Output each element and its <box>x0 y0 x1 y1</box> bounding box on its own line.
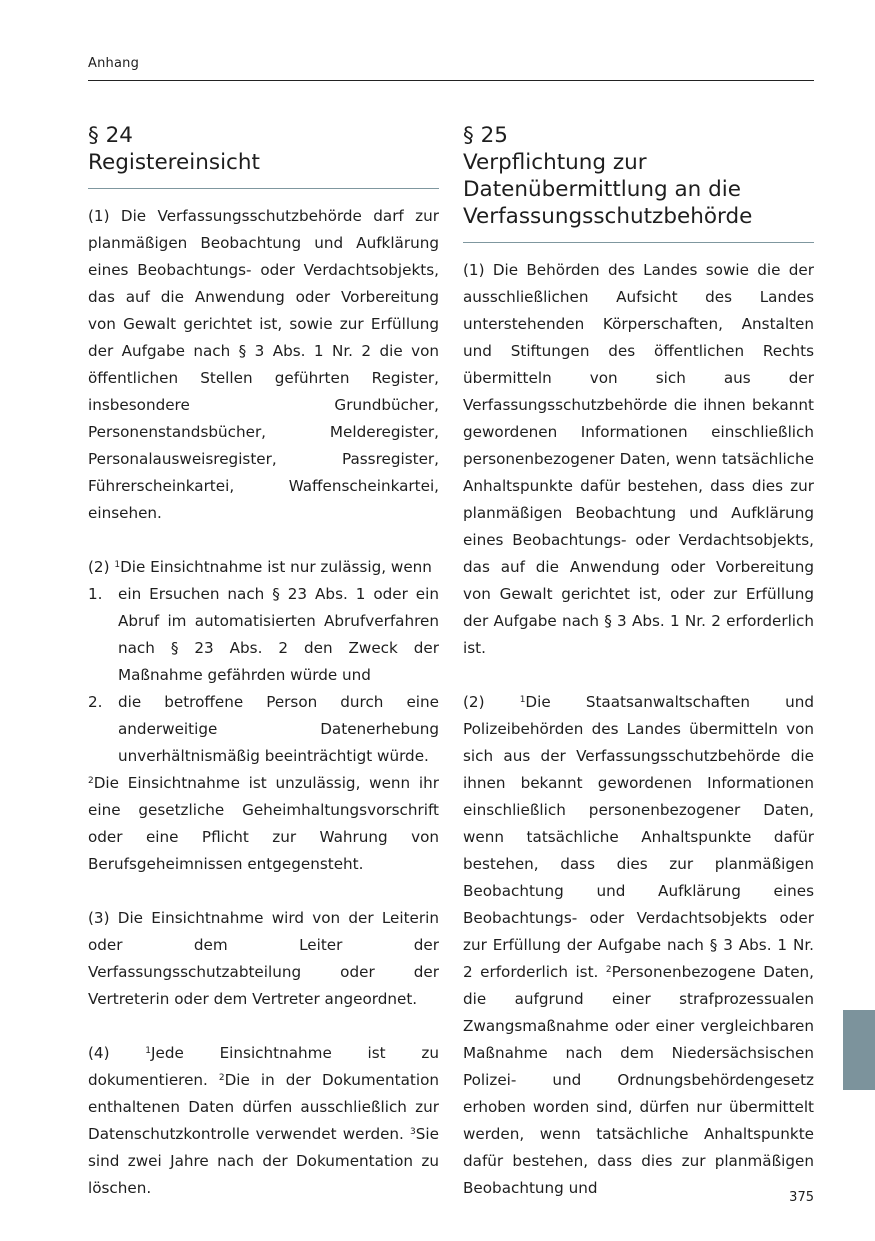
page-number: 375 <box>789 1190 814 1205</box>
s24-list-item-1-text: ein Ersuchen nach § 23 Abs. 1 oder ein Abruf im automatisierten Abrufverfahren nach § 23 Abs. 2 den Zweck der Maßnahme gefährden würde und <box>118 585 439 684</box>
chapter-tab-marker <box>843 1010 875 1090</box>
s25-paragraph-1: (1) Die Behörden des Landes sowie die der ausschließlichen Aufsicht des Landes unterstehenden Körperschaften, Anstalten und Stiftungen des öffentlichen Rechts übermitteln von sich aus der Verfassungsschutzbehörde die ihnen bekannt gewordenen Informationen einschließlich personenbezogener Daten, wenn tatsächliche Anhaltspunkte dafür bestehen, dass dies zur planmäßigen Beobachtung und Aufklärung eines Beobachtungs- oder Verdachtsobjekts, das auf die Anwendung oder Vorbereitung von Gewalt gerichtet ist, oder zur Erfüllung der Aufgabe nach § 3 Abs. 1 Nr. 2 erforderlich ist. <box>463 261 814 657</box>
left-column <box>88 122 439 1229</box>
running-header-title: Anhang <box>88 56 140 71</box>
section-25-heading <box>463 122 814 230</box>
s24-p2-intro-text: Die Einsichtnahme ist nur zulässig, wenn <box>120 558 432 576</box>
s24-list-item-2-text: die betroffene Person durch eine anderweitige Datenerhebung unverhältnismäßig beeinträchtigt würde. <box>118 693 439 765</box>
s25-p2-sentence-1-marker: 1 <box>519 695 526 705</box>
s24-p4-sentence-2: Die in der Dokumentation enthaltenen Daten dürfen ausschließlich zur Datenschutzkontrolle verwendet werden. <box>88 1071 439 1143</box>
running-header <box>88 56 814 81</box>
s24-p4-sentence-1-marker: 1 <box>145 1046 152 1056</box>
s24-list-item-1-number: 1. <box>88 585 103 603</box>
section-24-rule <box>88 188 439 189</box>
section-24-heading <box>88 122 439 176</box>
section-24-title: Registereinsicht <box>88 150 260 175</box>
s25-p2-sentence-2: Personenbezogene Daten, die aufgrund einer strafprozessualen Zwangsmaßnahme oder einer vergleichbaren Maßnahme nach dem Niedersächsischen Polizei- und Ordnungsbehördengesetz erhoben worden sind, dürfen nur übermittelt werden, wenn tatsächliche Anhaltspunkte dafür bestehen, dass dies zur planmäßigen Beobachtung und <box>463 963 814 1197</box>
s24-p2-prefix: (2) <box>88 558 115 576</box>
s24-paragraph-1: (1) Die Verfassungsschutzbehörde darf zur planmäßigen Beobachtung und Aufklärung eines Beobachtungs- oder Verdachtsobjekts, das auf die Anwendung oder Vorbereitung von Gewalt gerichtet ist, sowie zur Erfüllung der Aufgabe nach § 3 Abs. 1 Nr. 2 die von öffentlichen Stellen geführten Register, insbesondere Grundbücher, Personenstandsbücher, Melderegister, Personalausweisregister, Passregister, Führerscheinkartei, Waffenscheinkartei, einsehen. <box>88 207 439 522</box>
s24-p2-sentence-1-marker: 1 <box>114 560 121 570</box>
s24-p4-sentence-3: Sie sind zwei Jahre nach der Dokumentation zu löschen. <box>88 1125 439 1197</box>
s25-paragraph-2 <box>463 689 814 1202</box>
s25-p2-prefix: (2) <box>463 693 520 711</box>
s25-p2-sentence-1: Die Staatsanwaltschaften und Polizeibehörden des Landes übermitteln von sich aus der Verfassungsschutzbehörde die ihnen bekannt gewordenen Informationen einschließlich personenbezogener Daten, wenn tatsächliche Anhaltspunkte dafür bestehen, dass dies zur planmäßigen Beobachtung und Aufklärung eines Beobachtungs- oder Verdachtsobjekts oder zur Erfüllung der Aufgabe nach § 3 Abs. 1 Nr. 2 erforderlich ist. <box>463 693 815 981</box>
section-25-rule <box>463 242 814 243</box>
s24-p4-sentence-3-marker: 3 <box>410 1127 416 1137</box>
s24-p2-sentence-2-marker: 2 <box>88 776 94 786</box>
s25-p2-sentence-2-marker: 2 <box>605 965 612 975</box>
s24-list-item-2 <box>88 689 439 770</box>
s24-paragraph-3: (3) Die Einsichtnahme wird von der Leiterin oder dem Leiter der Verfassungsschutzabteilung oder der Vertreterin oder dem Vertreter angeordnet. <box>88 909 439 1008</box>
s24-paragraph-2-end <box>88 770 439 878</box>
right-column <box>463 122 814 1202</box>
s24-list-item-1 <box>88 581 439 689</box>
s24-list-item-2-number: 2. <box>88 693 103 711</box>
s24-p4-sentence-2-marker: 2 <box>218 1073 225 1083</box>
s24-paragraph-4 <box>88 1040 439 1202</box>
section-25-title: Verpflichtung zur Datenübermittlung an die Verfassungsschutzbehörde <box>463 150 753 229</box>
section-24-number: § 24 <box>88 123 133 148</box>
section-25-number: § 25 <box>463 123 508 148</box>
s24-p4-prefix: (4) <box>88 1044 146 1062</box>
s24-p2-end-text: Die Einsichtnahme ist unzulässig, wenn ihr eine gesetzliche Geheimhaltungsvorschrift oder eine Pflicht zur Wahrung von Berufsgeheimnissen entgegensteht. <box>88 774 439 873</box>
s24-p4-sentence-1: Jede Einsichtnahme ist zu dokumentieren. <box>88 1044 439 1089</box>
s24-paragraph-2-intro <box>88 554 439 581</box>
